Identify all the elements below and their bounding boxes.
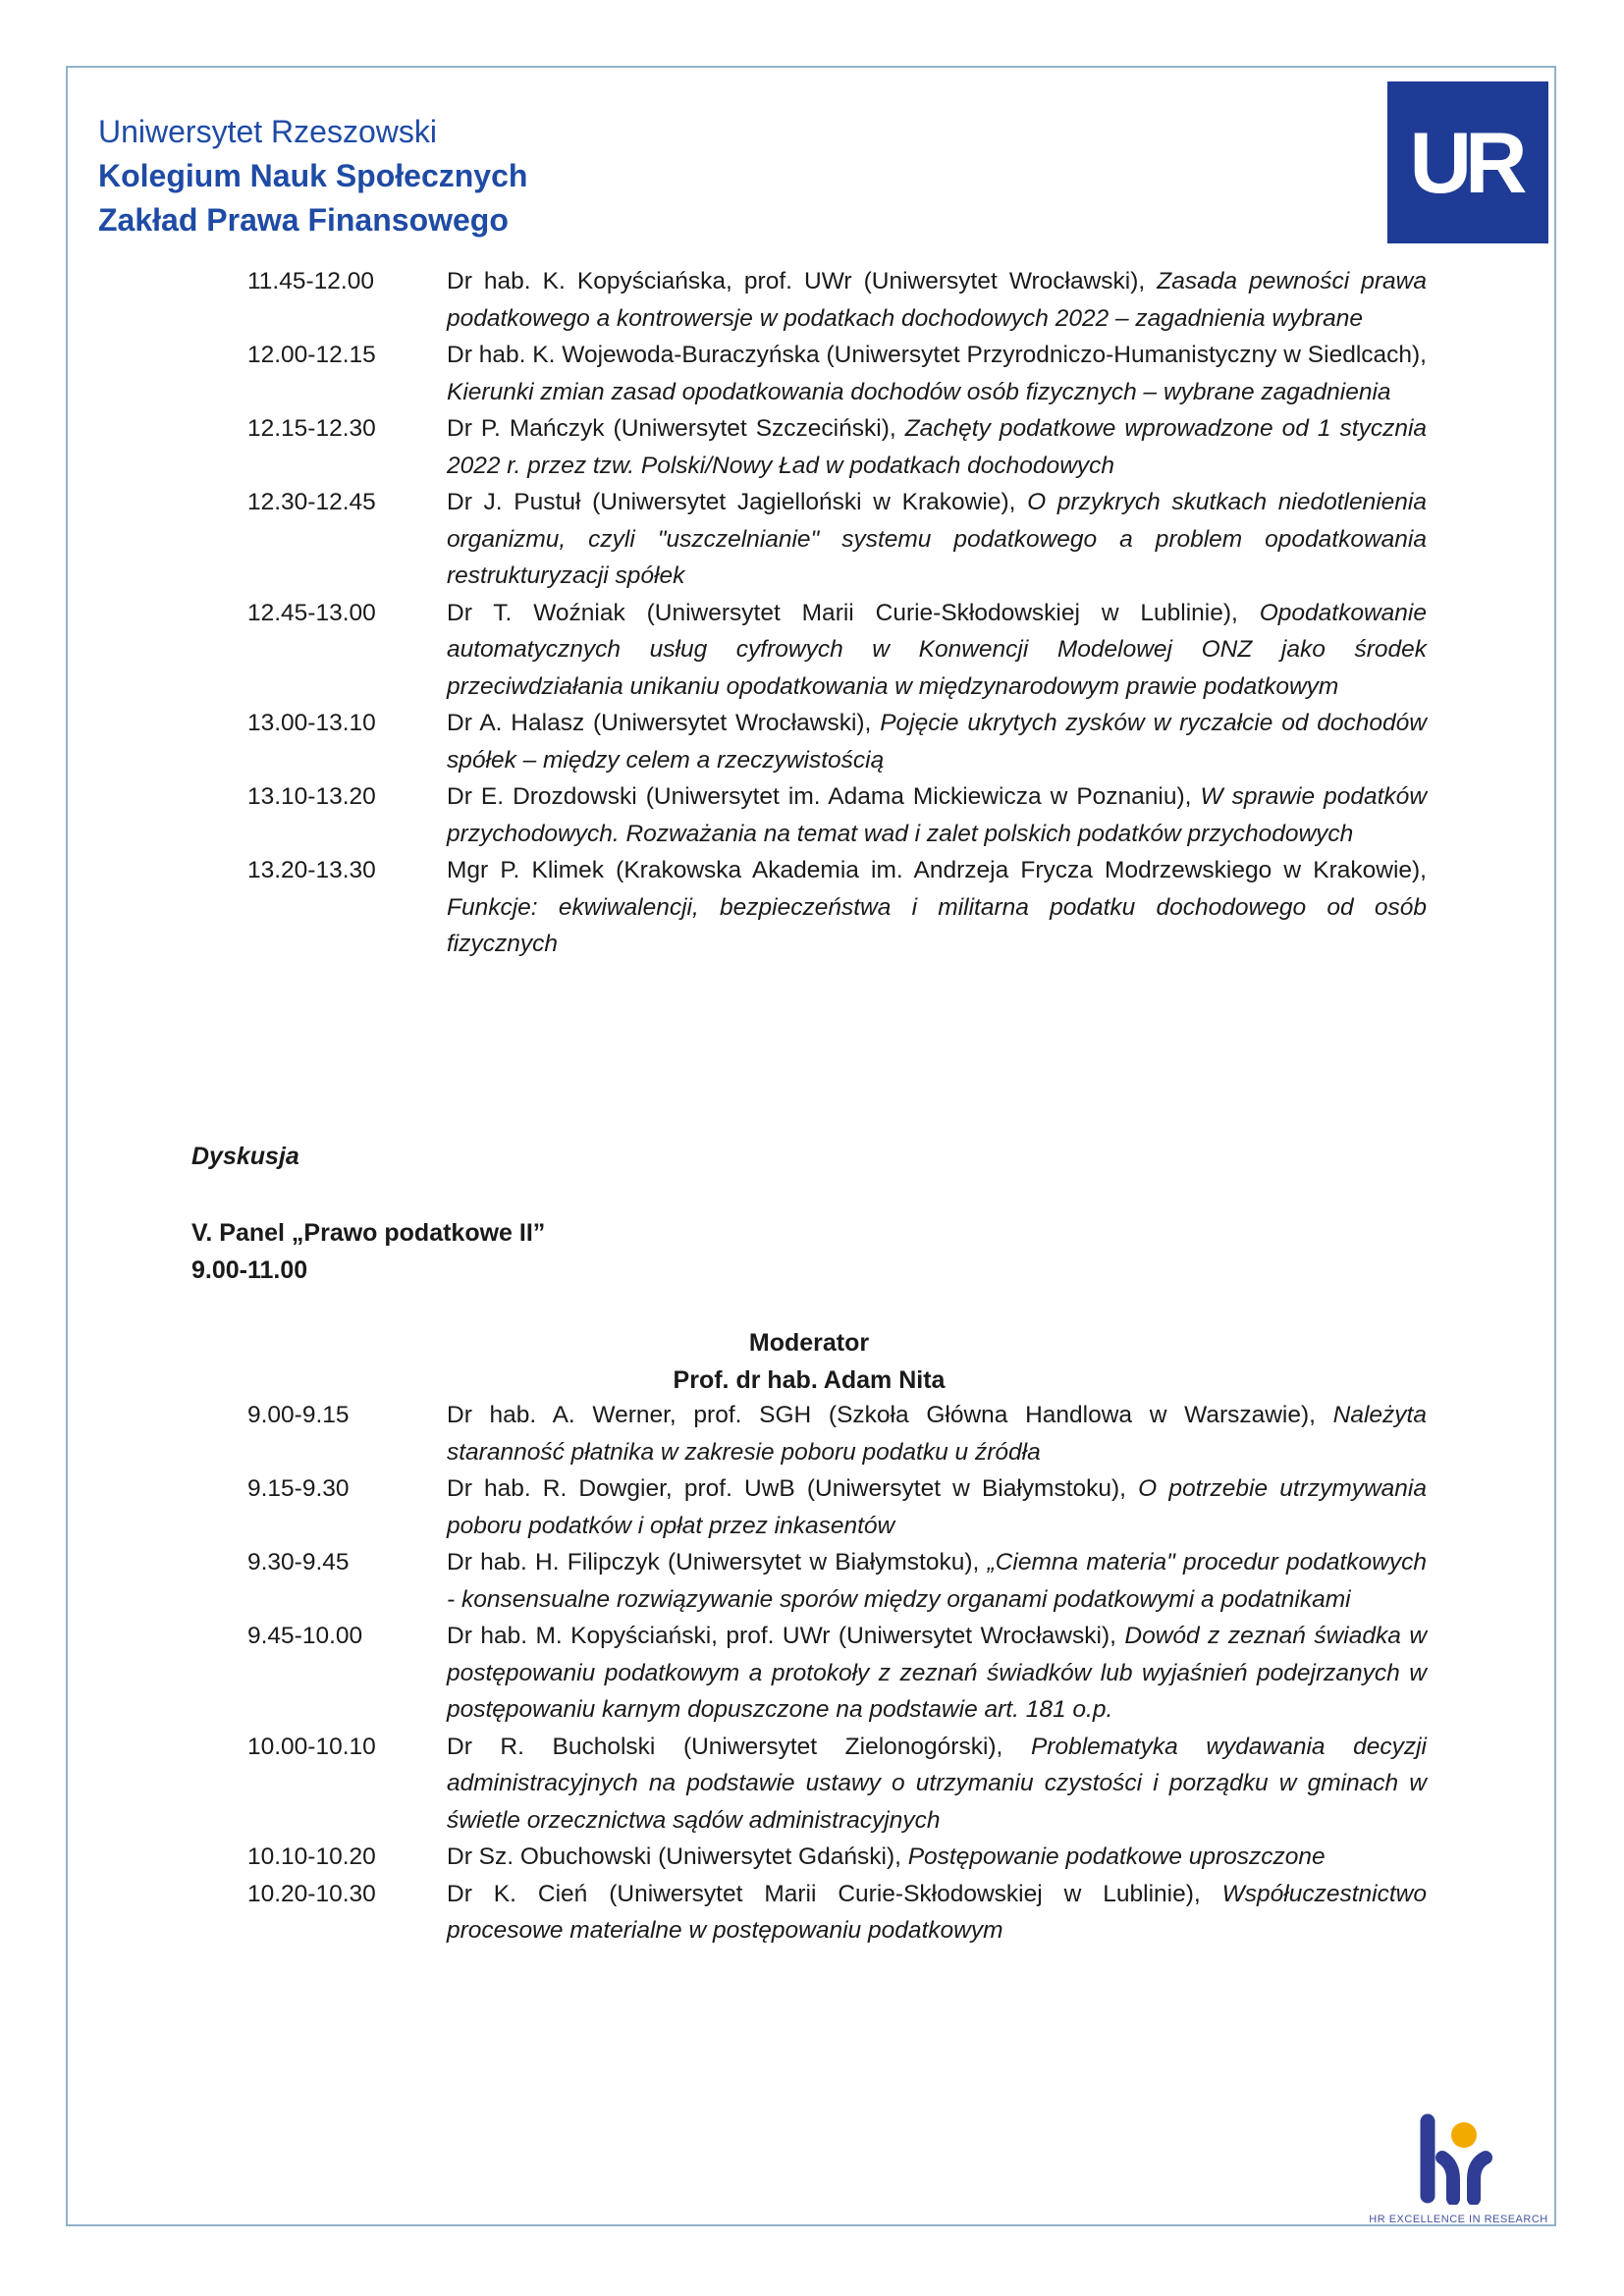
speaker: Dr hab. H. Filipczyk (Uniwersytet w Białymstoku), [447,1549,980,1575]
presentation-title: Problematyka wydawania decyzji administracyjnych na podstawie ustawy o utrzymaniu czystości i porządku w gminach w świetle orzecznictwa sądów administracyjnych [447,1733,1428,1834]
presentation-title: Kierunki zmian zasad opodatkowania dochodów osób fizycznych – wybrane zagadnienia [447,378,1391,405]
presentation-text [447,1876,1427,1949]
moderator-block [191,1325,1427,1399]
speaker: Dr Sz. Obuchowski (Uniwersytet Gdański), [447,1843,901,1870]
time-slot: 11.45-12.00 [247,268,374,294]
speaker: Dr A. Halasz (Uniwersytet Wrocławski), [447,710,872,736]
presentation-title: Zasada pewności prawa podatkowego a kontrowersje w podatkach dochodowych 2022 – zagadnienia wybrane [447,268,1428,332]
header-college-name: Kolegium Nauk Społecznych [98,158,528,193]
presentation-text [447,778,1427,852]
presentation-text [447,1729,1427,1840]
schedule-row [191,595,1427,706]
schedule-row [191,263,1427,337]
speaker: Dr hab. R. Dowgier, prof. UwB (Uniwersytet w Białymstoku), [447,1475,1126,1502]
time-slot: 12.30-12.45 [247,489,376,515]
time-slot: 13.20-13.30 [247,857,376,883]
schedule-row [191,484,1427,595]
schedule-row [191,778,1427,852]
schedule-row [191,1544,1427,1618]
time-slot: 9.45-10.00 [247,1623,363,1649]
presentation-text [447,1397,1427,1470]
panel5-time-range: 9.00-11.00 [191,1255,308,1284]
presentation-title: Współuczestnictwo procesowe materialne w postępowaniu podatkowym [447,1880,1427,1944]
presentation-text [447,1470,1427,1544]
schedule-row [191,1876,1427,1949]
time-slot: 13.00-13.10 [247,710,376,736]
speaker: Dr J. Pustuł (Uniwersytet Jagielloński w Krakowie), [447,489,1016,515]
hr-figure-icon [1414,2112,1504,2210]
moderator-label: Moderator [748,1329,870,1357]
time-slot: 9.30-9.45 [247,1549,350,1575]
presentation-title: „Ciemna materia" procedur podatkowych - konsensualne rozwiązywanie sporów między organami podatkowymi a podatnikami [447,1549,1427,1613]
time-slot: 12.15-12.30 [247,415,376,442]
speaker: Mgr P. Klimek (Krakowska Akademia im. Andrzeja Frycza Modrzewskiego w Krakowie), [447,857,1427,883]
speaker: Dr hab. K. Kopyściańska, prof. UWr (Uniwersytet Wrocławski), [447,268,1146,294]
time-slot: 10.00-10.10 [247,1733,376,1760]
presentation-text [447,852,1427,963]
presentation-title: Pojęcie ukrytych zysków w ryczałcie od dochodów spółek – między celem a rzeczywistością [447,710,1427,774]
schedule-row [191,410,1427,484]
speaker: Dr hab. K. Wojewoda-Buraczyńska (Uniwersytet Przyrodniczo-Humanistyczny w Siedlcach), [447,342,1427,368]
ur-logo [1387,81,1548,243]
presentation-title: Opodatkowanie automatycznych usług cyfrowych w Konwencji Modelowej ONZ jako środek przeciwdziałania unikaniu opodatkowania w międzynarodowym prawie podatkowym [447,599,1427,700]
time-slot: 13.10-13.20 [247,783,376,810]
speaker: Dr hab. A. Werner, prof. SGH (Szkoła Główna Handlowa w Warszawie), [447,1402,1316,1428]
moderator-name: Prof. dr hab. Adam Nita [673,1365,946,1394]
presentation-title: O potrzebie utrzymywania poboru podatków i opłat przez inkasentów [447,1475,1428,1539]
panel5-heading: V. Panel „Prawo podatkowe II” [191,1219,546,1247]
presentation-text [447,595,1427,706]
schedule-panel5 [191,1397,1427,1949]
presentation-text [447,1618,1427,1729]
schedule-row [191,1397,1427,1470]
time-slot: 9.15-9.30 [247,1475,350,1502]
speaker: Dr R. Bucholski (Uniwersytet Zielonogórski), [447,1733,1003,1760]
schedule-row [191,852,1427,963]
speaker: Dr hab. M. Kopyściański, prof. UWr (Uniwersytet Wrocławski), [447,1623,1116,1649]
time-slot: 10.20-10.30 [247,1880,376,1907]
schedule-panel4 [191,263,1427,963]
presentation-text [447,705,1427,778]
header-university-name: Uniwersytet Rzeszowski [98,114,437,149]
presentation-text [447,1839,1427,1876]
presentation-title: Postępowanie podatkowe uproszczone [907,1843,1326,1870]
panel5-heading-block [191,1215,545,1289]
speaker: Dr E. Drozdowski (Uniwersytet im. Adama Mickiewicza w Poznaniu), [447,783,1192,810]
presentation-title: Funkcje: ekwiwalencji, bezpieczeństwa i militarna podatku dochodowego od osób fizycznych [447,893,1427,957]
time-slot: 9.00-9.15 [247,1402,350,1428]
presentation-text [447,410,1427,484]
presentation-title: Dowód z zeznań świadka w postępowaniu podatkowym a protokoły z zeznań świadków lub wyjaśnień podejrzanych w postępowaniu karnym dopuszczone na podstawie art. 181 o.p. [447,1623,1428,1723]
hr-excellence-logo [1369,2112,1548,2225]
time-slot: 12.00-12.15 [247,342,376,368]
hr-logo-caption: HR EXCELLENCE IN RESEARCH [1369,2214,1548,2225]
presentation-text [447,484,1427,595]
presentation-title: W sprawie podatków przychodowych. Rozważania na temat wad i zalet polskich podatków przychodowych [447,783,1428,847]
presentation-text [447,337,1427,410]
speaker: Dr K. Cień (Uniwersytet Marii Curie-Skłodowskiej w Lublinie), [447,1880,1201,1907]
schedule-row [191,1729,1427,1840]
header-institution [98,110,527,242]
header-department-name: Zakład Prawa Finansowego [98,202,509,238]
schedule-row [191,1618,1427,1729]
schedule-row [191,705,1427,778]
presentation-title: Zachęty podatkowe wprowadzone od 1 stycznia 2022 r. przez tzw. Polski/Nowy Ład w podatkach dochodowych [447,415,1428,479]
discussion-label: Dyskusja [191,1143,299,1170]
speaker: Dr T. Woźniak (Uniwersytet Marii Curie-Skłodowskiej w Lublinie), [447,599,1238,626]
presentation-title: Należyta staranność płatnika w zakresie poboru podatku u źródła [447,1402,1427,1466]
schedule-row [191,1839,1427,1876]
schedule-row [191,337,1427,410]
presentation-text [447,1544,1427,1618]
ur-logo-letters: UR [1409,113,1521,211]
time-slot: 12.45-13.00 [247,599,376,626]
presentation-title: O przykrych skutkach niedotlenienia organizmu, czyli "uszczelnianie" systemu podatkowego a problem opodatkowania restrukturyzacji spółek [447,489,1427,589]
schedule-row [191,1470,1427,1544]
speaker: Dr P. Mańczyk (Uniwersytet Szczeciński), [447,415,896,442]
presentation-text [447,263,1427,337]
time-slot: 10.10-10.20 [247,1843,376,1870]
